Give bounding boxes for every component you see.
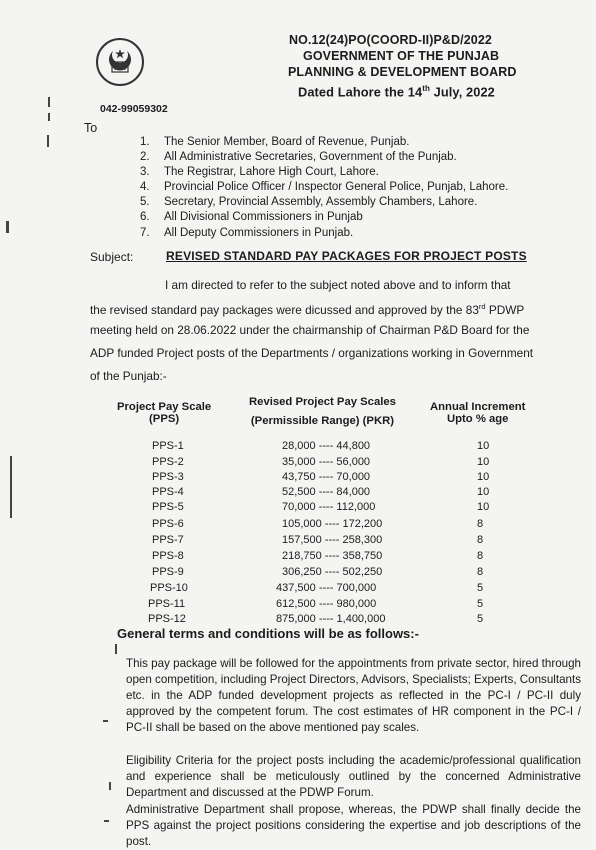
- body-line: of the Punjab:-: [90, 369, 167, 383]
- addressee-item: 4. Provincial Police Officer / Inspector General Police, Punjab, Lahore.: [140, 181, 509, 193]
- terms-heading: General terms and conditions will be as follows:-: [117, 626, 419, 641]
- board-heading: PLANNING & DEVELOPMENT BOARD: [288, 65, 517, 79]
- scan-mark: [109, 782, 111, 790]
- body-line: meeting held on 28.06.2022 under the chairmanship of Chairman P&D Board for the: [90, 323, 530, 337]
- addressee-item: 1. The Senior Member, Board of Revenue, Punjab.: [140, 136, 410, 148]
- range-cell: 70,000 ---- 112,000: [282, 501, 376, 513]
- range-cell: 306,250 ---- 502,250: [282, 566, 383, 578]
- body-line: I am directed to refer to the subject noted above and to inform that: [165, 278, 511, 292]
- increment-cell: 8: [477, 518, 484, 530]
- column-header-increment: Annual Increment Upto % age: [430, 401, 526, 425]
- column-header-range: Revised Project Pay Scales (Permissible Range) (PKR): [249, 396, 396, 427]
- pps-cell: PPS-7: [152, 534, 184, 546]
- increment-cell: 10: [477, 501, 490, 513]
- increment-cell: 8: [477, 550, 484, 562]
- increment-cell: 8: [477, 534, 484, 546]
- column-header-pps: Project Pay Scale (PPS): [117, 401, 212, 425]
- addressee-item: 5. Secretary, Provincial Assembly, Assembly Chambers, Lahore.: [140, 196, 478, 208]
- dated-superscript: th: [422, 84, 430, 93]
- range-cell: 875,000 ---- 1,400,000: [276, 613, 386, 625]
- increment-cell: 5: [477, 598, 484, 610]
- addressee-item: 6. All Divisional Commissioners in Punjab: [140, 211, 363, 223]
- punjab-government-logo: [96, 38, 144, 86]
- range-cell: 28,000 ---- 44,800: [282, 440, 371, 452]
- to-label: To: [84, 121, 98, 135]
- dated-suffix: July, 2022: [429, 84, 495, 100]
- addressee-item: 2. All Administrative Secretaries, Government of the Punjab.: [140, 151, 457, 163]
- condition-paragraph: This pay package will be followed for the appointments from private sector, hired through open competition, including Project Directors, Advisors, Specialists; Experts, Consultants etc. in the ADP funded development projects as reflected in the PC-I / PC-II duly approved by the competent forum. The cost estimates of HR component in the PC-I / PC-II shall be based on the above mentioned pay scales.: [126, 657, 581, 734]
- scan-mark: [103, 720, 108, 722]
- scan-mark: [104, 820, 109, 822]
- range-cell: 157,500 ---- 258,300: [282, 534, 383, 546]
- increment-cell: 5: [477, 613, 484, 625]
- crescent-emblem-icon: [103, 45, 137, 79]
- pps-cell: PPS-2: [152, 456, 184, 468]
- subject-text: REVISED STANDARD PAY PACKAGES FOR PROJECT POSTS: [166, 249, 527, 263]
- pps-cell: PPS-11: [148, 598, 186, 610]
- pps-cell: PPS-4: [152, 486, 184, 498]
- increment-cell: 10: [477, 471, 490, 483]
- range-cell: 437,500 ---- 700,000: [276, 582, 377, 594]
- increment-cell: 10: [477, 440, 490, 452]
- increment-cell: 10: [477, 486, 490, 498]
- range-cell: 52,500 ---- 84,000: [282, 486, 371, 498]
- government-heading: GOVERNMENT OF THE PUNJAB: [303, 49, 500, 63]
- increment-cell: 8: [477, 566, 484, 578]
- increment-cell: 10: [477, 456, 490, 468]
- pps-cell: PPS-8: [152, 550, 184, 562]
- pps-cell: PPS-9: [152, 566, 184, 578]
- dated-line: [298, 84, 495, 99]
- pps-cell: PPS-3: [152, 471, 184, 483]
- body-line: ADP funded Project posts of the Departments / organizations working in Government: [90, 346, 534, 360]
- pps-cell: PPS-10: [150, 582, 188, 594]
- addressee-item: 7. All Deputy Commissioners in Punjab.: [140, 227, 354, 239]
- range-cell: 35,000 ---- 56,000: [282, 456, 371, 468]
- scan-mark: [6, 221, 9, 233]
- pps-cell: PPS-6: [152, 518, 184, 530]
- range-cell: 105,000 ---- 172,200: [282, 518, 383, 530]
- condition-paragraph: Administrative Department shall propose, whereas, the PDWP shall finally decide the PPS against the project positions considering the expertise and job descriptions of the post.: [126, 803, 581, 848]
- reference-number: NO.12(24)PO(COORD-II)P&D/2022: [289, 33, 492, 47]
- scan-mark: [48, 113, 50, 121]
- pps-cell: PPS-12: [148, 613, 186, 625]
- increment-cell: 5: [477, 582, 484, 594]
- scan-mark: [47, 135, 49, 147]
- pps-cell: PPS-5: [152, 501, 184, 513]
- range-cell: 43,750 ---- 70,000: [282, 471, 371, 483]
- phone-number: 042-99059302: [100, 103, 168, 115]
- addressee-item: 3. The Registrar, Lahore High Court, Lahore.: [140, 166, 379, 178]
- pps-cell: PPS-1: [152, 440, 184, 452]
- scan-mark: [115, 644, 117, 654]
- range-cell: 612,500 ---- 980,000: [276, 598, 377, 610]
- condition-paragraph: Eligibility Criteria for the project posts including the academic/professional qualification and experience shall be meticulously outlined by the concerned Administrative Department and discussed at the PDWP Forum.: [126, 754, 581, 799]
- scan-mark: [48, 97, 50, 107]
- body-line: the revised standard pay packages were dicussed and approved by the 83rd PDWP: [90, 302, 525, 317]
- range-cell: 218,750 ---- 358,750: [282, 550, 383, 562]
- scan-mark: [10, 456, 12, 518]
- dated-prefix: Dated Lahore the 14: [298, 84, 423, 100]
- subject-label: Subject:: [90, 250, 134, 264]
